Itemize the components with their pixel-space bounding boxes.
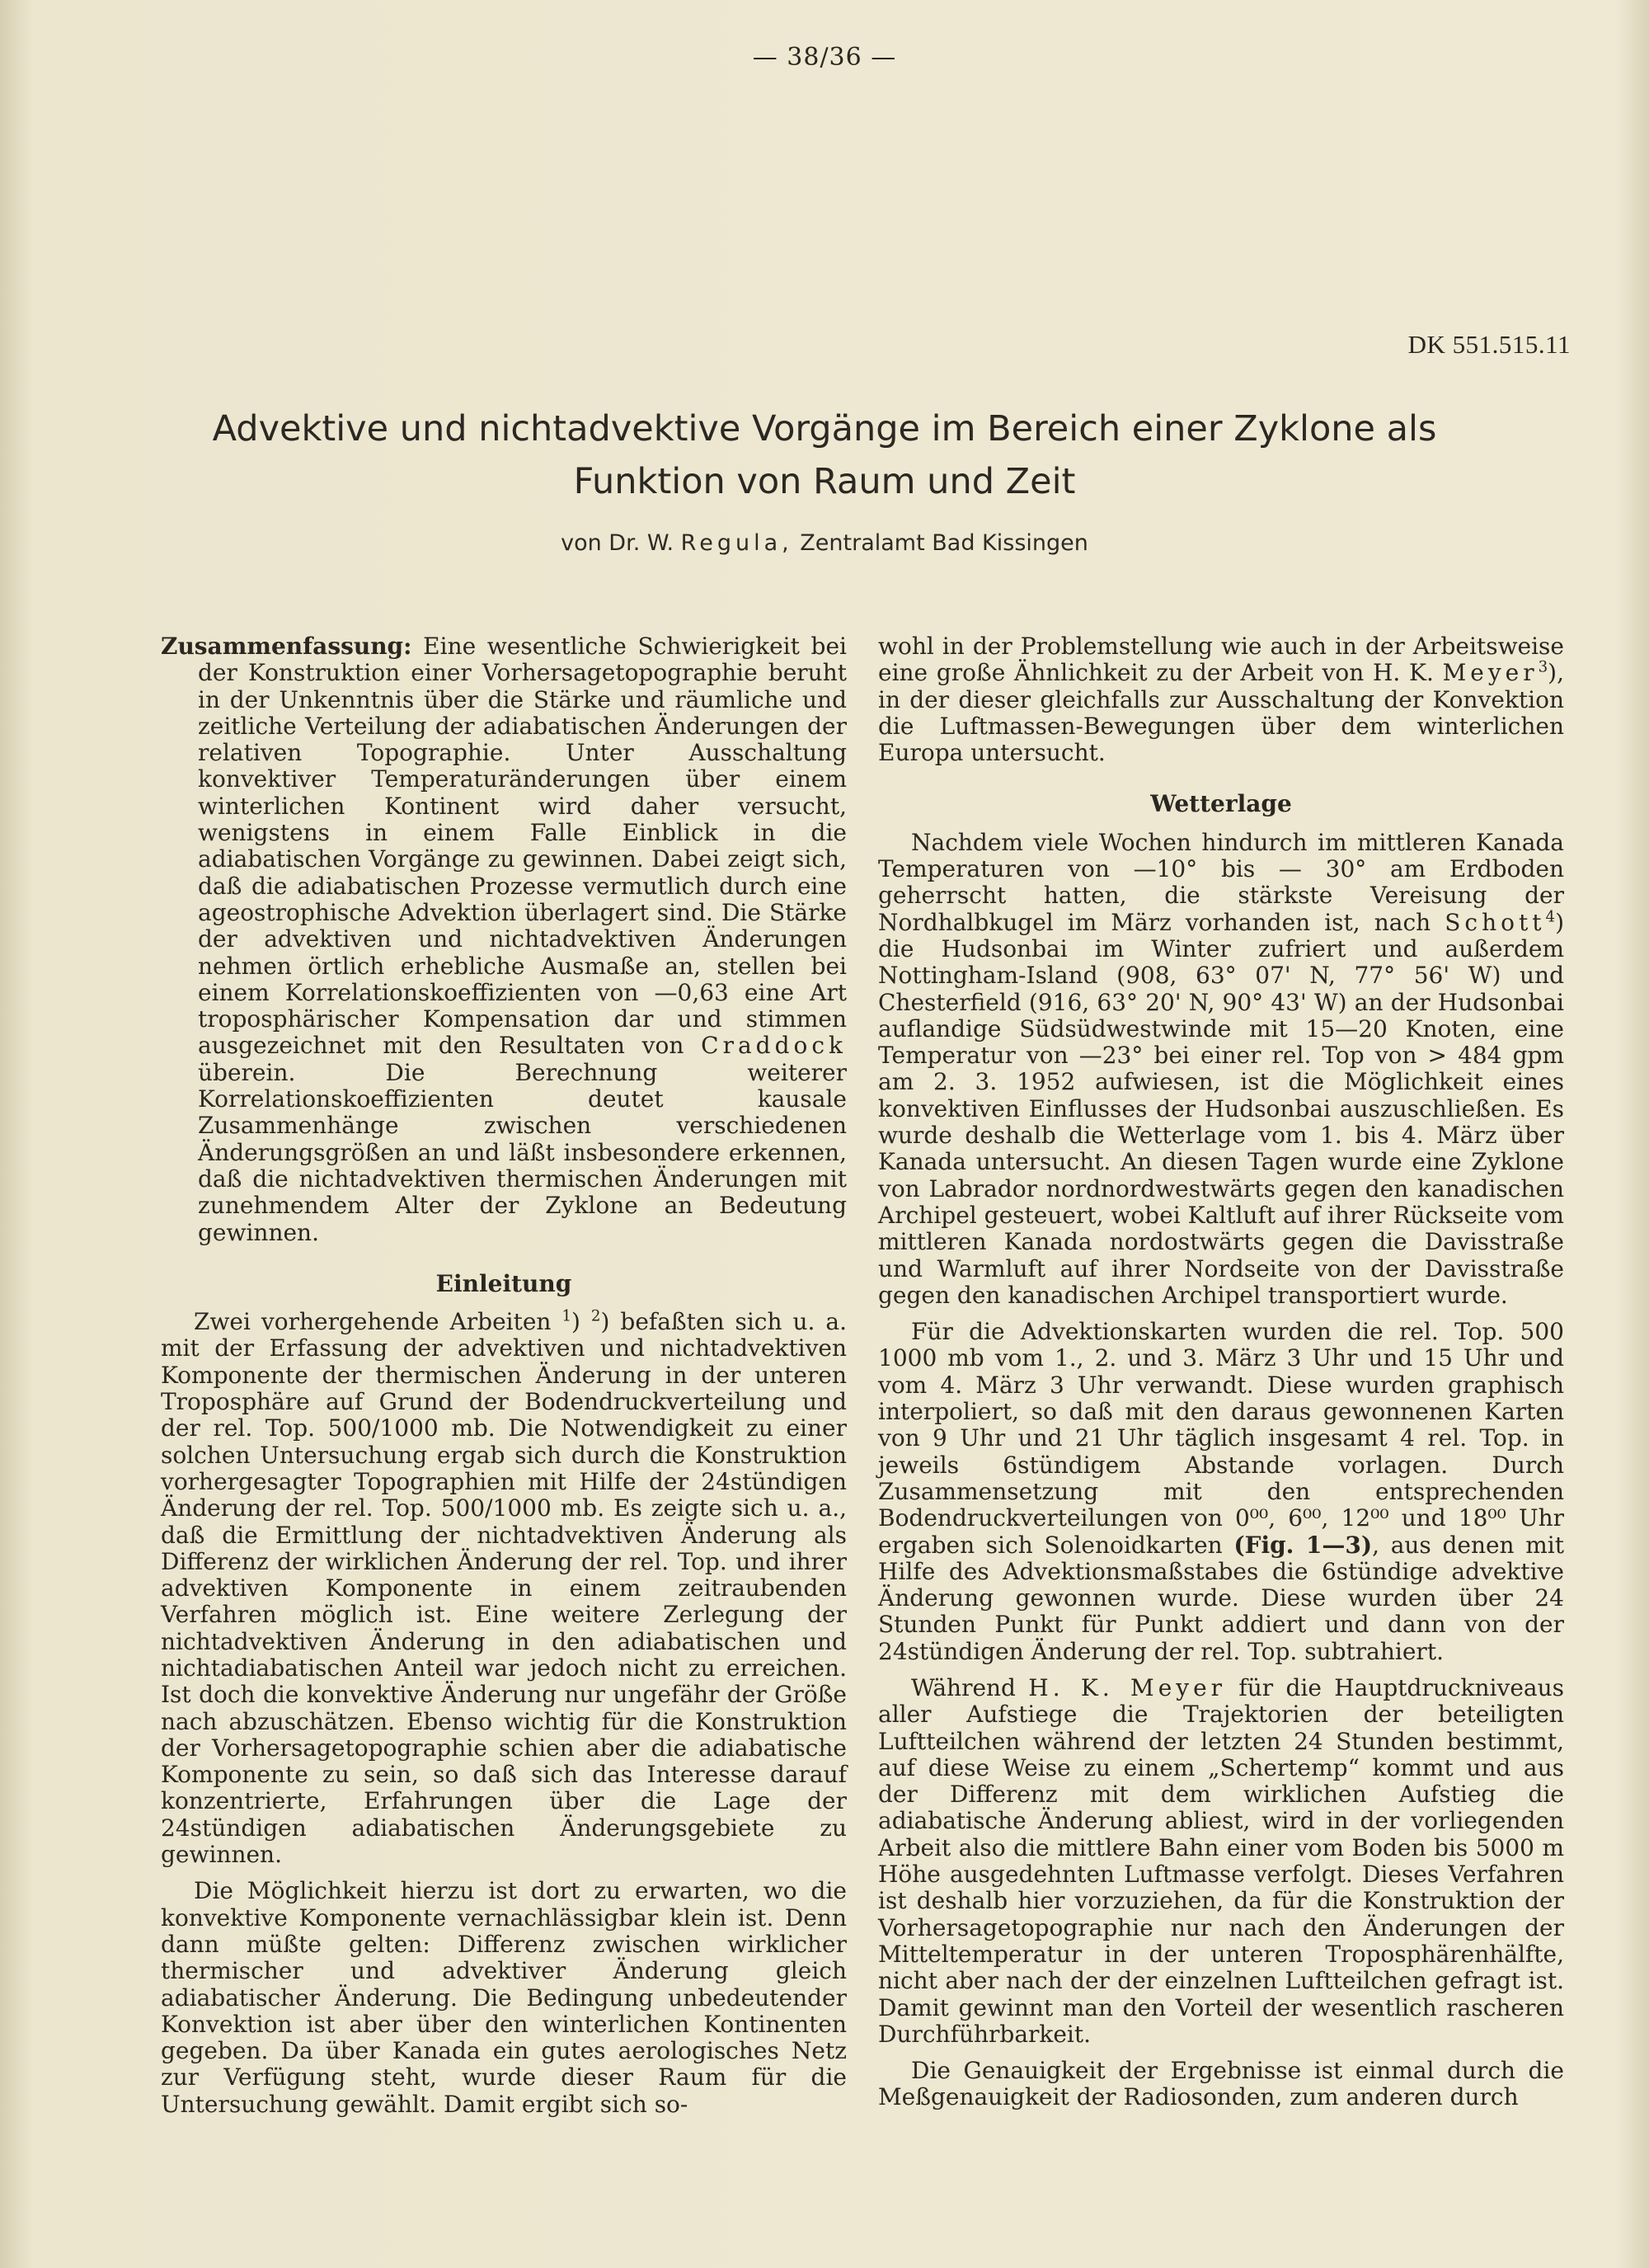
- paragraph-text: befaßten sich u. a. mit der Erfassung der advektiven und nichtadvektiven Komponente der thermischen Änderung in der unteren Troposphäre auf Grund der Bodendruckverteilung und der rel. Top. 500/1000 mb. Die Notwendigkeit zu einer solchen Untersuchung ergab sich durch die Konstruktion vorhergesagter Topographien mit Hilfe der 24stündigen Änderung der rel. Top. 500/1000 mb. Es zeigte sich u. a., daß die Ermittlung der nichtadvektiven Änderung als Differenz der wirklichen Änderung der rel. Top. und ihrer advektiven Komponente in einem zeitraubenden Verfahren möglich ist. Eine weitere Zerlegung der nichtadvektiven Änderung in den adiabatischen und nichtadiabatischen Anteil war jedoch nicht zu erreichen. Ist doch die konvektive Änderung nur ungefähr der Größe nach abzuschätzen. Ebenso wichtig für die Konstruktion der Vorhersagetopographie schien aber die adiabatische Komponente zu sein, so daß sich das Interesse darauf konzentrierte, Erfahrungen über die Lage der 24stündigen adiabatischen Änderungsgebiete zu gewinnen.: [161, 1308, 847, 1869]
- footnote-ref: 1: [561, 1307, 572, 1325]
- footnote-ref: 4: [1545, 908, 1556, 926]
- cited-author: Meyer: [1442, 659, 1539, 687]
- paragraph: [878, 2058, 1564, 2111]
- paragraph: [878, 1319, 1564, 1665]
- paragraph-text: ), in der dieser gleichfalls zur Ausschaltung der Konvektion die Luftmassen-Bewegungen über dem winterlichen Europa untersucht.: [878, 659, 1564, 767]
- reverse-side-bleed-through: [157, 124, 816, 371]
- figure-reference: (Fig. 1—3): [1233, 1531, 1373, 1559]
- paragraph-text: wohl in der Problemstellung wie auch in der Arbeitsweise eine große Ähnlichkeit zu der Arbeit von H. K.: [878, 633, 1564, 687]
- paragraph: Zwei vorhergehende Arbeiten $^1$) $^2$) befaßten sich u. a. mit der Erfassung der advektiven und nichtadvektiven Komponente der thermischen Änderung in der unteren Troposphäre auf Grund der Bodendruckverteilung und der rel. Top. 500/1000 mb. Die Notwendigkeit zu einer solchen Untersuchung ergab sich durch die Konstruktion vorhergesagter Topographien mit Hilfe der 24stündigen Änderung der rel. Top. 500/1000 mb. Es zeigte sich u. a., daß die Ermittlung der nichtadvektiven Änderung als Differenz der wirklichen Änderung der rel. Top. und ihrer advektiven Komponente in einem zeitraubenden Verfahren möglich ist. Eine weitere Zerlegung der nichtadvektiven Änderung in den adiabatischen und nichtadiabatischen Anteil war jedoch nicht zu erreichen. Ist doch die konvektive Änderung nur ungefähr der Größe nach abzuschätzen. Ebenso wichtig für die Konstruktion der Vorhersagetopographie schien aber die adiabatische Komponente zu sein, so daß sich das Interesse darauf konzentrierte, Erfahrungen über die Lage der 24stündigen adiabatischen Änderungsgebiete zu gewinnen.: [161, 1307, 847, 1869]
- abstract-label: Zusammenfassung:: [161, 633, 412, 660]
- abstract-text-end: überein. Die Berechnung weiterer Korrelationskoeffizienten deutet kausale Zusammenhänge zwischen verschiedenen Änderungsgrößen an und läßt insbesondere erkennen, daß die nichtadvektiven thermischen Änderungen mit zunehmendem Alter der Zyklone an Bedeutung gewinnen.: [198, 1058, 847, 1246]
- paragraph-text: Die Genauigkeit der Ergebnisse ist einmal durch die Meßgenauigkeit der Radiosonden, zum anderen durch: [878, 2057, 1564, 2111]
- paragraph: [878, 830, 1564, 1309]
- abstract-cited-author: Craddock: [701, 1032, 847, 1060]
- footnote-ref: 2: [590, 1307, 601, 1325]
- article-title: Advektive und nichtadvektive Vorgänge im Bereich einer Zyklone als Funktion von Raum und Zeit: [212, 408, 1437, 502]
- cited-author: H. K. Meyer: [1028, 1673, 1227, 1701]
- paragraph: [878, 1675, 1564, 2048]
- paragraph-continued: [878, 633, 1564, 766]
- paragraph-text: Für die Advektionskarten wurden die rel. Top. 500 1000 mb vom 1., 2. und 3. März 3 Uhr und 15 Uhr und vom 4. März 3 Uhr verwandt. Diese wurden graphisch interpoliert, so daß mit den daraus gewonnenen Karten von 9 Uhr und 21 Uhr täglich insgesamt 4 rel. Top. in jeweils 6stündigem Abstande vorlagen. Durch Zusammensetzung mit den entsprechenden Bodendruckverteilungen von 0⁰⁰, 6⁰⁰, 12⁰⁰ und 18⁰⁰ Uhr ergaben sich Solenoidkarten: [878, 1318, 1564, 1559]
- footnote-ref: 3: [1538, 658, 1548, 676]
- left-column: [161, 633, 847, 2128]
- author-line: [0, 530, 1649, 556]
- author-name: Regula,: [680, 530, 793, 556]
- author-affiliation: Zentralamt Bad Kissingen: [800, 530, 1088, 556]
- paragraph-text: für die Hauptdruckniveaus aller Aufstiege die Trajektorien der beteiligten Luftteilchen während der letzten 24 Stunden bestimmt, auf diese Weise zu einem „Schertemp“ kommt und aus der Differenz mit dem wirklichen Aufstieg die adiabatische Änderung abliest, wird in der vorliegenden Arbeit also die mittlere Bahn einer vom Boden bis 5000 m Höhe ausgedehnten Luftmasse verfolgt. Dieses Verfahren ist deshalb hier vorzuziehen, da für die Konstruktion der Vorhersagetopographie nur nach den Änderungen der Mitteltemperatur in der unteren Troposphärenhälfte, nicht aber nach der der einzelnen Luftteilchen gefragt ist. Damit gewinnt man den Vorteil der wesentlich rascheren Durchführbarkeit.: [878, 1673, 1564, 2048]
- section-heading-wetterlage: Wetterlage: [1150, 790, 1292, 818]
- paragraph-text: ) die Hudsonbai im Winter zufriert und außerdem Nottingham-Island (908, 63° 07' N, 77° 56' W) und Chesterfield (916, 63° 20' N, 90° 43' W) an der Hudsonbai auflandige Südsüdwestwinde mit 15—20 Knoten, eine Temperatur von —23° bei einer rel. Top von > 484 gpm am 2. 3. 1952 aufwiesen, ist die Möglichkeit eines konvektiven Einflusses der Hudsonbai auszuschließen. Es wurde deshalb die Wetterlage vom 1. bis 4. März über Kanada untersucht. An diesen Tagen wurde eine Zyklone von Labrador nordnordwestwärts gegen den kanadischen Archipel gesteuert, wobei Kaltluft auf ihrer Rückseite vom mittleren Kanada nordostwärts gegen die Davisstraße und Warmluft auf ihrer Nordseite von der Davisstraße gegen den kanadischen Archipel transportiert wurde.: [878, 908, 1564, 1309]
- section-heading-einleitung: Einleitung: [435, 1269, 572, 1297]
- paragraph-text: Während: [911, 1673, 1016, 1701]
- reverse-side-bleed-through: [874, 124, 1550, 338]
- cited-author: Schott: [1445, 908, 1546, 936]
- paragraph-text: Zwei vorhergehende Arbeiten: [194, 1308, 552, 1336]
- author-prefix: von Dr. W.: [561, 530, 674, 556]
- paragraph: [161, 1878, 847, 2118]
- paragraph-text: Die Möglichkeit hierzu ist dort zu erwarten, wo die konvektive Komponente vernachlässigbar klein ist. Denn dann müßte gelten: Differenz zwischen wirklicher thermischer und advektiver Änderung gleich adiabatischer Änderung. Die Bedingung unbedeutender Konvektion ist aber über den winterlichen Kontinenten gegeben. Da über Kanada ein gutes aerologisches Netz zur Verfügung steht, wurde dieser Raum für die Untersuchung gewählt. Damit ergibt sich so-: [161, 1877, 847, 2118]
- dk-classification: DK 551.515.11: [1407, 330, 1571, 359]
- abstract: [161, 633, 847, 1246]
- page-number: — 38/36 —: [752, 43, 897, 72]
- right-column: [878, 633, 1564, 2121]
- paragraph-text: Nachdem viele Wochen hindurch im mittleren Kanada Temperaturen von —10° bis — 30° am Erdboden geherrscht hatten, die stärkste Vereisung der Nordhalbkugel im März vorhanden ist, nach: [878, 828, 1564, 936]
- abstract-text: Eine wesentliche Schwierigkeit bei der Konstruktion einer Vorhersagetopographie beruht in der Unkenntnis über die Stärke und räumliche und zeitliche Verteilung der adiabatischen Änderungen der relativen Topographie. Unter Ausschaltung konvektiver Temperaturänderungen über einem winterlichen Kontinent wird daher versucht, wenigstens in einem Falle Einblick in die adiabatischen Vorgänge zu gewinnen. Dabei zeigt sich, daß die adiabatischen Prozesse vermutlich durch eine ageostrophische Advektion überlagert sind. Die Stärke der advektiven und nichtadvektiven Änderungen nehmen örtlich erhebliche Ausmaße an, stellen bei einem Korrelationskoeffizienten von —0,63 eine Art troposphärischer Kompensation dar und stimmen ausgezeichnet mit den Resultaten von: [198, 633, 847, 1060]
- paragraph-text: , aus denen mit Hilfe des Advektionsmaßstabes die 6stündige advektive Änderung gewonnen wurde. Diese wurden über 24 Stunden Punkt für Punkt addiert und dann von der 24stündigen Änderung der rel. Top. subtrahiert.: [878, 1531, 1564, 1665]
